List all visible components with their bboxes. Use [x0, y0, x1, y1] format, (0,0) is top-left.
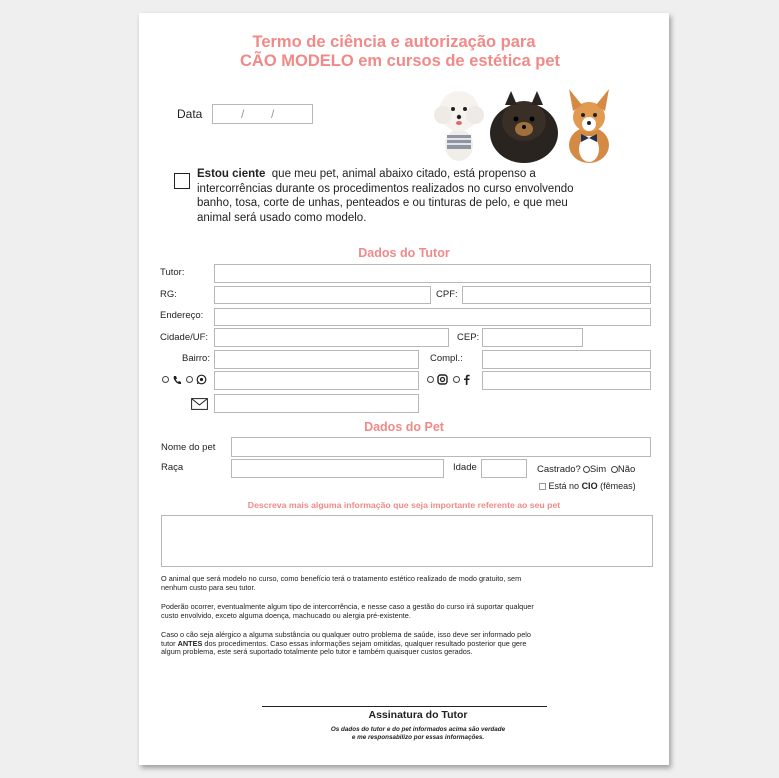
phone-radio[interactable]: [162, 376, 169, 383]
cep-label: CEP:: [457, 332, 480, 343]
describe-heading: Descreva mais alguma informação que seja importante referente ao seu pet: [247, 500, 561, 510]
consent-text: [197, 167, 657, 225]
paragraph-2-line-2: custo envolvido, exceto alguma doença, machucado ou alergia pré-existente.: [161, 610, 411, 620]
tutor-field[interactable]: [214, 264, 651, 283]
date-field[interactable]: [212, 104, 313, 124]
raca-label: Raça: [161, 462, 184, 473]
cep-field[interactable]: [482, 328, 583, 347]
signature-label: Assinatura do Tutor: [368, 709, 468, 721]
paragraph-3-bold: ANTES: [177, 638, 203, 648]
date-slash-2: /: [271, 107, 275, 121]
email-field[interactable]: [214, 394, 419, 413]
envelope-icon: [191, 398, 208, 410]
social-field[interactable]: [482, 371, 651, 390]
consent-line-3: banho, tosa, corte de unhas, penteados e ou tinturas de pelo, e que meu: [197, 197, 568, 209]
title-line-1: Termo de ciência e autorização para: [252, 33, 536, 51]
dogs-illustration: [429, 81, 619, 167]
facebook-icon: [463, 374, 470, 385]
paragraph-2: [161, 603, 661, 620]
date-label: Data: [177, 107, 203, 121]
cpf-label: CPF:: [436, 289, 458, 300]
whatsapp-radio[interactable]: [186, 376, 193, 383]
paragraph-3: [161, 631, 661, 657]
paragraph-1: [161, 575, 661, 592]
paragraph-2-line-1: Poderão ocorrer, eventualmente algum tipo de intercorrência, e nesse caso a gestão do curso irá suportar qualquer: [161, 602, 534, 611]
compl-field[interactable]: [482, 350, 651, 369]
bairro-field[interactable]: [214, 350, 419, 369]
instagram-radio[interactable]: [427, 376, 434, 383]
consent-bold: Estou ciente: [197, 168, 266, 180]
form-sheet: [139, 13, 669, 765]
endereco-field[interactable]: [214, 308, 651, 326]
corgi-image: [569, 89, 609, 163]
signature-note: [139, 726, 669, 742]
bairro-label: Bairro:: [182, 353, 210, 364]
poodle-image: [434, 91, 484, 161]
castrado-sim-label: Sim: [589, 464, 607, 475]
cidade-field[interactable]: [214, 328, 449, 347]
castrado-nao-radio[interactable]: [611, 466, 618, 473]
cio-group: [539, 481, 636, 491]
phone-options: [162, 374, 207, 385]
tutor-section-heading: Dados do Tutor: [358, 246, 450, 260]
date-slash-1: /: [241, 107, 245, 121]
phone-field[interactable]: [214, 371, 419, 390]
castrado-group: [537, 464, 635, 475]
consent-line-4: animal será usado como modelo.: [197, 211, 367, 224]
compl-label: Compl.:: [430, 353, 463, 364]
cio-post: (fêmeas): [600, 481, 636, 491]
signature-line: [262, 706, 547, 707]
phone-icon: [172, 375, 181, 385]
describe-textarea[interactable]: [161, 515, 653, 567]
consent-line-2: intercorrências durante os procedimentos realizados no curso envolvendo: [197, 182, 574, 195]
rg-field[interactable]: [214, 286, 431, 304]
paragraph-1-line-2: nenhum custo para seu tutor.: [161, 582, 256, 592]
pet-name-field[interactable]: [231, 437, 651, 457]
cpf-field[interactable]: [462, 286, 651, 304]
consent-line-1: que meu pet, animal abaixo citado, está propenso a: [271, 168, 536, 180]
paragraph-3-line-1: Caso o cão seja alérgico a alguma substância ou qualquer outro problema de saúde, isso deve ser informado pelo: [161, 630, 531, 639]
paragraph-3-pre: tutor: [161, 638, 176, 648]
castrado-label: Castrado?: [537, 464, 581, 475]
instagram-icon: [437, 374, 448, 385]
tutor-label: Tutor:: [160, 267, 185, 278]
pet-section-heading: Dados do Pet: [364, 420, 444, 434]
social-options: [427, 374, 470, 385]
castrado-sim-radio[interactable]: [583, 466, 590, 473]
paragraph-3-line-3: algum problema, este será suportado totalmente pelo tutor e também quaisquer custos gerados.: [161, 647, 473, 657]
cidade-label: Cidade/UF:: [160, 332, 209, 343]
raca-field[interactable]: [231, 459, 444, 478]
signature-note-line-1: Os dados do tutor e do pet informados acima são verdade: [330, 726, 506, 733]
idade-field[interactable]: [481, 459, 527, 478]
cio-bold: CIO: [581, 481, 598, 491]
pomeranian-image: [490, 91, 558, 163]
paragraph-1-line-1: O animal que será modelo no curso, como benefício terá o tratamento estético realizado de modo gratuito, sem: [161, 574, 522, 583]
facebook-radio[interactable]: [453, 376, 460, 383]
consent-checkbox[interactable]: [174, 173, 190, 189]
cio-pre: Está no: [548, 481, 580, 491]
whatsapp-icon: [196, 374, 207, 385]
paragraph-3-post: dos procedimentos. Caso essas informações sejam omitidas, qualquer resultado posterior que gere: [204, 638, 527, 648]
signature-note-line-2: e me responsabilizo por essas informações.: [351, 734, 485, 741]
rg-label: RG:: [160, 289, 177, 300]
cio-checkbox[interactable]: [539, 483, 546, 490]
idade-label: Idade: [453, 462, 477, 473]
pet-name-label: Nome do pet: [161, 442, 216, 453]
castrado-nao-label: Não: [617, 464, 636, 475]
title-line-2: CÃO MODELO em cursos de estética pet: [239, 52, 560, 70]
endereco-label: Endereço:: [160, 310, 204, 321]
